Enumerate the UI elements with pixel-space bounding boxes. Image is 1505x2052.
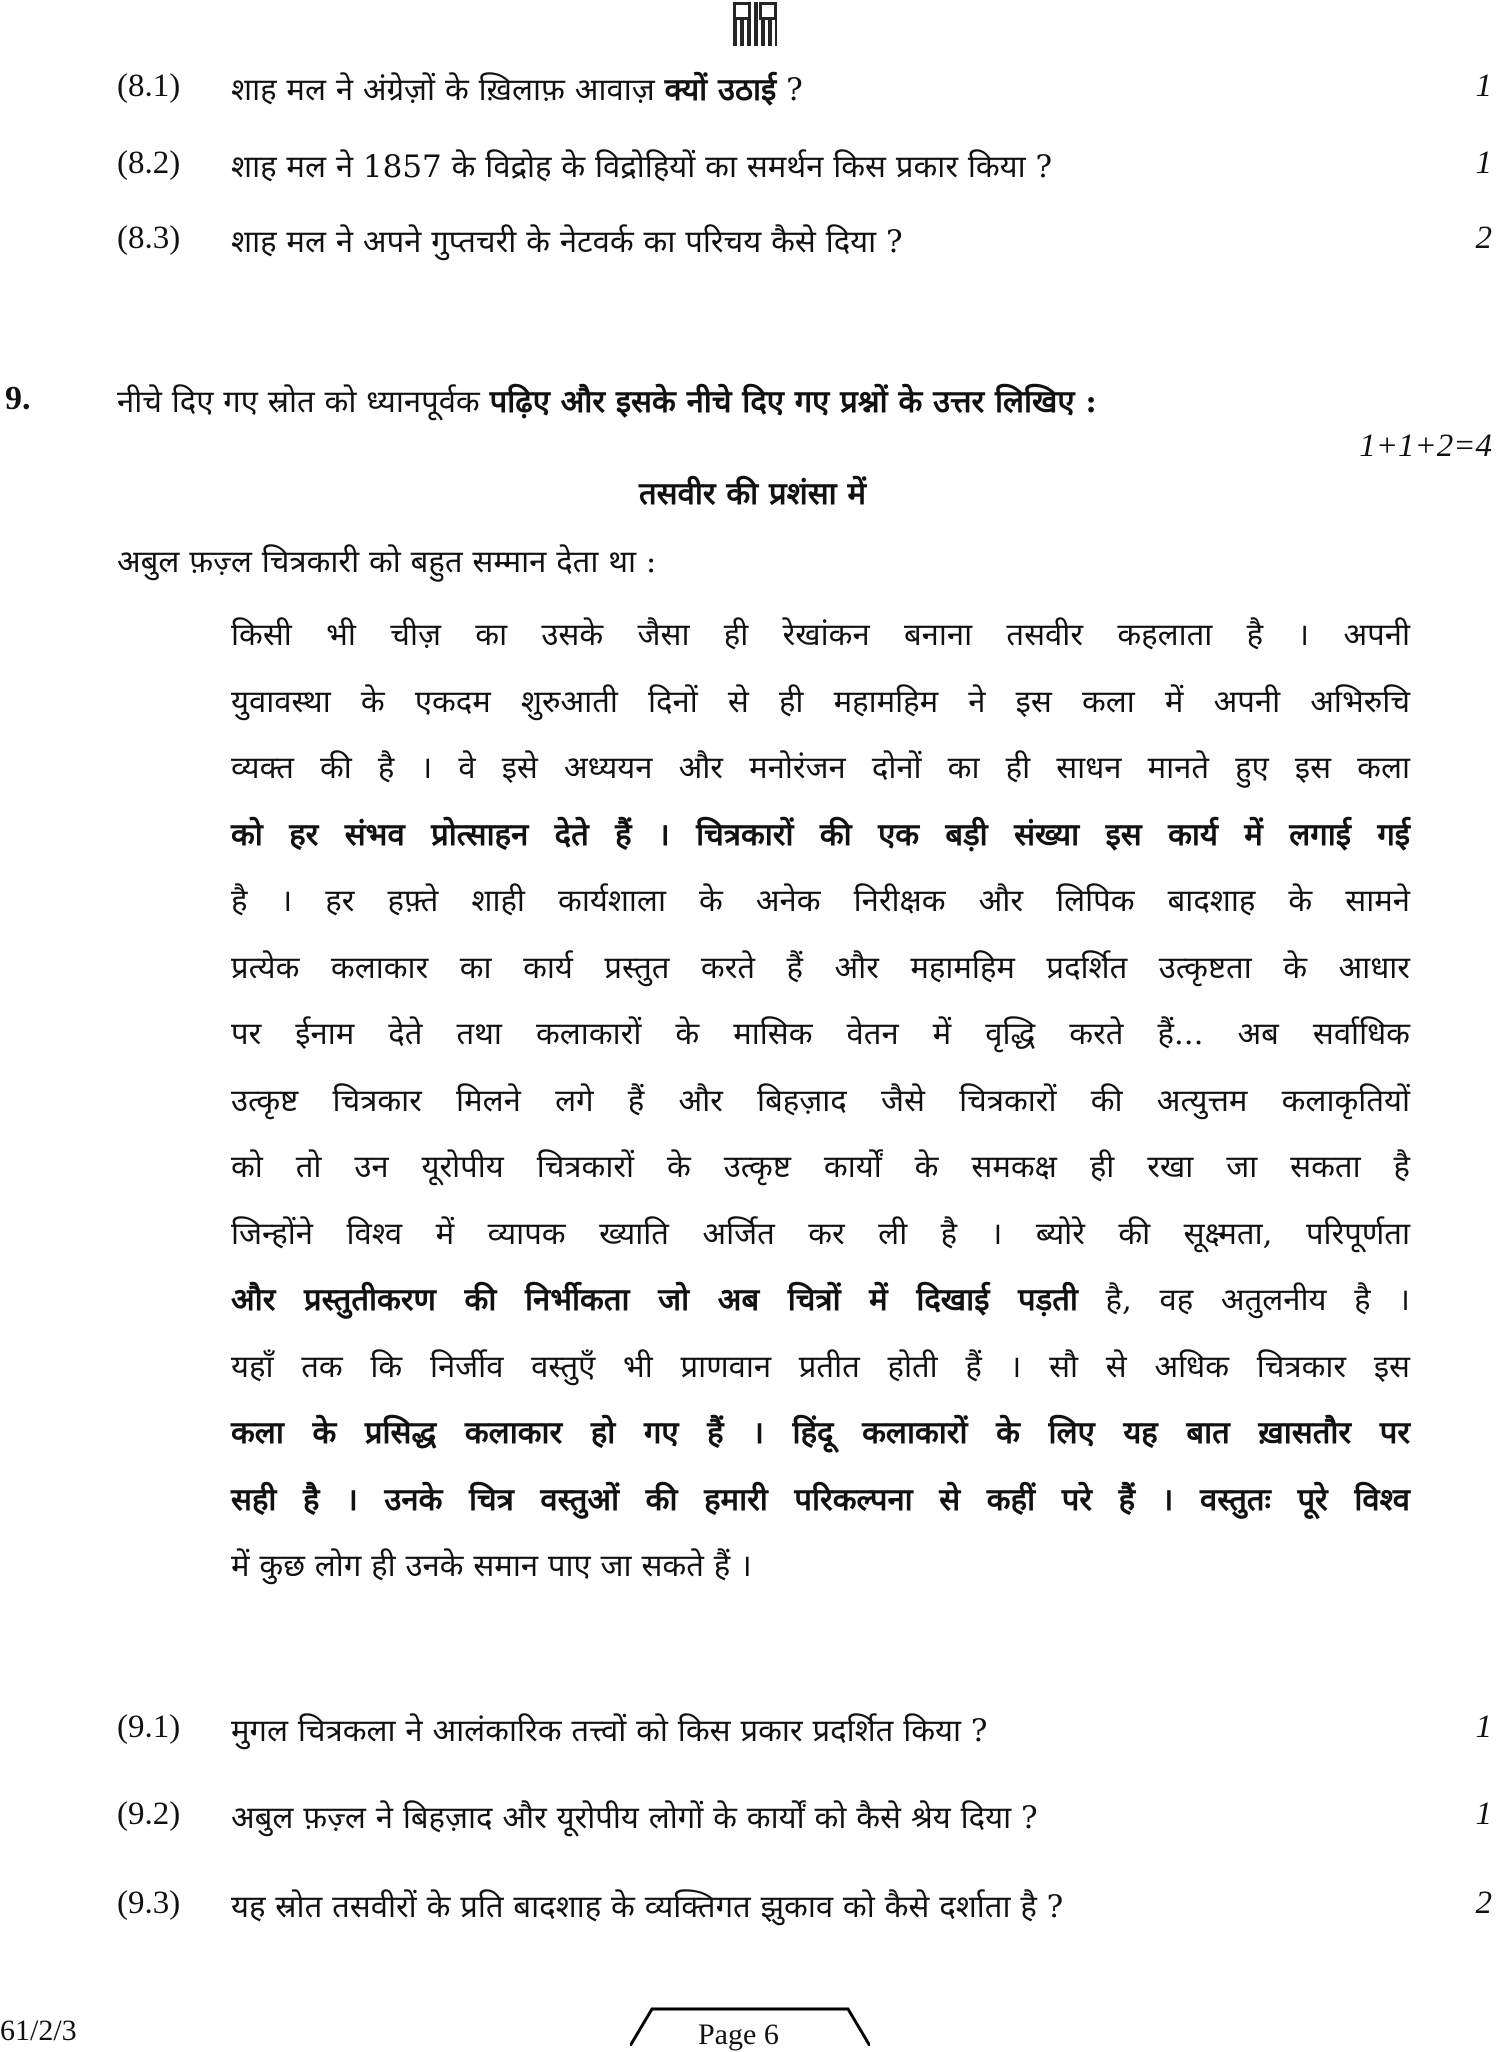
text-normal: व्यक्त की है । वे इसे अध्ययन और मनोरंजन दोनों का ही साधन मानते हुए इस कला — [231, 750, 1410, 786]
text-bold: पढ़िए और इसके नीचे दिए गए प्रश्नों के उत्तर लिखिए : — [489, 384, 1097, 420]
question-text: मुगल चित्रकला ने आलंकारिक तत्त्वों को किस प्रकार प्रदर्शित किया ? — [231, 1713, 988, 1749]
marks: 2 — [1475, 1885, 1492, 1921]
text-normal: नीचे दिए गए स्रोत को ध्यानपूर्वक — [117, 384, 490, 420]
paper-code: 61/2/3 — [0, 2014, 77, 2047]
passage-line — [231, 1278, 1410, 1320]
text-normal: है । हर हफ़्ते शाही कार्यशाला के अनेक निरीक्षक और लिपिक बादशाह के सामने — [231, 883, 1410, 919]
passage-line — [231, 946, 1410, 988]
question-prompt — [117, 380, 1097, 422]
question-number: (9.3) — [117, 1885, 181, 1921]
passage-line — [231, 1145, 1410, 1187]
question-text: अबुल फ़ज़्ल ने बिहज़ाद और यूरोपीय लोगों के कार्यों को कैसे श्रेय दिया ? — [231, 1800, 1038, 1836]
text-normal: यहाँ तक कि निर्जीव वस्तुएँ भी प्राणवान प्रतीत होती हैं । सौ से अधिक चित्रकार इस — [231, 1348, 1410, 1385]
marks: 1 — [1475, 1796, 1492, 1832]
source-intro: अबुल फ़ज़्ल चित्रकारी को बहुत सम्मान देता था : — [117, 544, 657, 580]
question-text: यह स्रोत तसवीरों के प्रति बादशाह के व्यक्तिगत झुकाव को कैसे दर्शाता है ? — [231, 1889, 1064, 1925]
question-number: (8.2) — [117, 145, 181, 181]
text-normal: पर ईनाम देते तथा कलाकारों के मासिक वेतन में वृद्धि करते हैं... अब सर्वाधिक — [231, 1016, 1410, 1052]
marks: 1 — [1475, 1709, 1492, 1745]
question-number: (9.1) — [117, 1709, 181, 1745]
text-normal: किसी भी चीज़ का उसके जैसा ही रेखांकन बनाना तसवीर कहलाता है । अपनी — [231, 617, 1410, 653]
passage-line — [231, 1478, 1410, 1520]
text-bold: सही है । उनके चित्र वस्तुओं की हमारी परिकल्पना से कहीं परे हैं । वस्तुतः पूरे विश्व — [231, 1481, 1410, 1518]
passage-line — [231, 1544, 1410, 1586]
text-normal: जिन्होंने विश्व में व्यापक ख्याति अर्जित कर ली है । ब्योरे की सूक्ष्मता, परिपूर्णता — [231, 1215, 1410, 1252]
passage-line — [231, 1212, 1410, 1254]
text-bold: क्यों उठाई — [664, 72, 777, 108]
text-normal: ? — [776, 72, 803, 108]
passage-line — [231, 813, 1410, 855]
qr-code — [733, 2, 777, 46]
passage-line — [231, 613, 1410, 655]
text-bold: कला के प्रसिद्ध कलाकार हो गए हैं । हिंदू कलाकारों के लिए यह बात ख़ासतौर पर — [231, 1415, 1410, 1451]
text-bold: और प्रस्तुतीकरण की निर्भीकता जो अब चित्रों में दिखाई पड़ती — [231, 1282, 1078, 1318]
page-number-box — [630, 2006, 870, 2051]
text-normal: है, वह अतुलनीय है । — [1077, 1282, 1410, 1318]
text-normal: में कुछ लोग ही उनके समान पाए जा सकते हैं । — [231, 1548, 752, 1584]
marks: 2 — [1475, 220, 1492, 256]
passage-line — [231, 1411, 1410, 1453]
passage-line — [231, 879, 1410, 921]
source-title: तसवीर की प्रशंसा में — [638, 476, 867, 512]
page-number: Page 6 — [698, 2018, 779, 2051]
question-text: शाह मल ने 1857 के विद्रोह के विद्रोहियों का समर्थन किस प्रकार किया ? — [231, 149, 1053, 185]
passage-line — [231, 1079, 1410, 1121]
text-normal: प्रत्येक कलाकार का कार्य प्रस्तुत करते हैं और महामहिम प्रदर्शित उत्कृष्टता के आधार — [231, 949, 1410, 986]
passage-line — [231, 1345, 1410, 1387]
marks: 1 — [1475, 145, 1492, 181]
question-number: (9.2) — [117, 1796, 181, 1832]
text-normal: को तो उन यूरोपीय चित्रकारों के उत्कृष्ट कार्यों के समकक्ष ही रखा जा सकता है — [231, 1149, 1410, 1185]
question-number: (8.3) — [117, 220, 181, 256]
question-text: शाह मल ने अपने गुप्तचरी के नेटवर्क का परिचय कैसे दिया ? — [231, 224, 903, 260]
passage-line — [231, 1012, 1410, 1054]
text-normal: युवावस्था के एकदम शुरुआती दिनों से ही महामहिम ने इस कला में अपनी अभिरुचि — [231, 683, 1411, 720]
marks: 1 — [1475, 68, 1492, 104]
question-number: (8.1) — [117, 68, 181, 104]
question-text — [231, 68, 803, 110]
question-number: 9. — [5, 380, 31, 417]
total-marks: 1+1+2=4 — [1359, 428, 1492, 464]
text-normal: शाह मल ने अंग्रेज़ों के ख़िलाफ़ आवाज़ — [231, 72, 665, 108]
text-bold: को हर संभव प्रोत्साहन देते हैं । चित्रकारों की एक बड़ी संख्या इस कार्य में लगाई गई — [231, 816, 1410, 853]
passage-line — [231, 680, 1410, 722]
passage-line — [231, 746, 1410, 788]
text-normal: उत्कृष्ट चित्रकार मिलने लगे हैं और बिहज़ाद जैसे चित्रकारों की अत्युत्तम कलाकृतियों — [231, 1082, 1410, 1119]
